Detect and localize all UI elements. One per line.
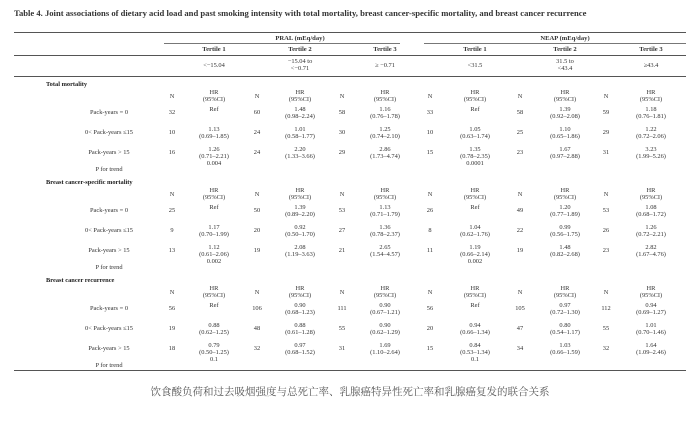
range-cell: ≥43.4 <box>643 62 659 69</box>
hr-value: 0.94 (0.66–1.34) <box>460 322 490 337</box>
n-value: 11 <box>426 247 434 254</box>
n-value: 56 <box>426 305 434 312</box>
n-value: 106 <box>252 305 262 312</box>
row-label: Pack-years = 0 <box>89 305 129 312</box>
hr-value: Ref <box>470 204 480 211</box>
col-hr-header: HR (95%CI) <box>288 285 312 300</box>
p-trend-value: 0.002 <box>206 258 222 265</box>
col-n-header: N <box>427 191 433 198</box>
n-value: 34 <box>516 345 524 352</box>
n-value: 26 <box>426 207 434 214</box>
hr-value: 0.97 (0.72–1.30) <box>550 302 580 317</box>
n-value: 26 <box>602 227 610 234</box>
n-value: 111 <box>337 305 347 312</box>
hr-value: 0.94 (0.69–1.27) <box>636 302 666 317</box>
row-label-p-trend: P for trend <box>95 264 123 271</box>
section-title: Breast cancer recurrence <box>46 277 115 284</box>
n-value: 58 <box>338 109 346 116</box>
hr-value: 1.36 (0.78–2.37) <box>370 224 400 239</box>
col-hr-header: HR (95%CI) <box>639 285 663 300</box>
col-hr-header: HR (95%CI) <box>463 89 487 104</box>
n-value: 8 <box>428 227 432 234</box>
n-value: 19 <box>168 325 176 332</box>
hr-value: 1.64 (1.09–2.46) <box>636 342 666 357</box>
hr-value: 1.13 (0.69–1.85) <box>199 126 229 141</box>
hr-value: 0.79 (0.50–1.25) <box>199 342 229 357</box>
col-hr-header: HR (95%CI) <box>639 187 663 202</box>
hr-value: 0.99 (0.56–1.75) <box>550 224 580 239</box>
hr-value: 1.18 (0.76–1.81) <box>636 106 666 121</box>
hr-value: 2.08 (1.19–3.63) <box>285 244 315 259</box>
hr-value: 1.04 (0.62–1.76) <box>460 224 490 239</box>
col-hr-header: HR (95%CI) <box>373 285 397 300</box>
tertile-header: Tertile 1 <box>463 46 487 53</box>
hr-value: 1.20 (0.77–1.89) <box>550 204 580 219</box>
hr-value: 1.39 (0.89–2.20) <box>285 204 315 219</box>
col-n-header: N <box>517 289 523 296</box>
hr-value: 0.88 (0.62–1.25) <box>199 322 229 337</box>
n-value: 23 <box>602 247 610 254</box>
n-value: 33 <box>426 109 434 116</box>
n-value: 112 <box>601 305 611 312</box>
hr-value: 1.01 (0.70–1.46) <box>636 322 666 337</box>
n-value: 10 <box>426 129 434 136</box>
hr-value: 1.13 (0.71–1.79) <box>370 204 400 219</box>
col-hr-header: HR (95%CI) <box>463 285 487 300</box>
n-value: 25 <box>168 207 176 214</box>
n-value: 25 <box>516 129 524 136</box>
table-rule <box>14 32 686 33</box>
hr-value: Ref <box>209 204 219 211</box>
p-trend-value: 0.1 <box>471 356 479 363</box>
n-value: 32 <box>253 345 261 352</box>
n-value: 48 <box>253 325 261 332</box>
row-label: 0< Pack-years ≤15 <box>85 325 133 332</box>
p-trend-value: 0.0001 <box>466 160 484 167</box>
tertile-header: Tertile 1 <box>202 46 226 53</box>
n-value: 60 <box>253 109 261 116</box>
row-label: Pack-years > 15 <box>88 149 130 156</box>
n-value: 19 <box>253 247 261 254</box>
hr-value: 2.86 (1.73–4.74) <box>370 146 400 161</box>
hr-value: 1.17 (0.70–1.99) <box>199 224 229 239</box>
col-n-header: N <box>427 93 433 100</box>
col-n-header: N <box>254 93 260 100</box>
n-value: 9 <box>170 227 174 234</box>
col-n-header: N <box>517 93 523 100</box>
n-value: 23 <box>516 149 524 156</box>
tertile-header: Tertile 2 <box>288 46 312 53</box>
range-cell: 31.5 to <43.4 <box>556 58 574 73</box>
n-value: 31 <box>602 149 610 156</box>
col-hr-header: HR (95%CI) <box>202 285 226 300</box>
col-hr-header: HR (95%CI) <box>202 89 226 104</box>
hr-value: 3.23 (1.99–5.26) <box>636 146 666 161</box>
n-value: 24 <box>253 149 261 156</box>
col-hr-header: HR (95%CI) <box>288 187 312 202</box>
n-value: 105 <box>515 305 525 312</box>
hr-value: Ref <box>209 302 219 309</box>
col-n-header: N <box>169 191 175 198</box>
n-value: 55 <box>338 325 346 332</box>
hr-value: 0.80 (0.54–1.17) <box>550 322 580 337</box>
p-trend-value: 0.004 <box>206 160 222 167</box>
range-cell: <31.5 <box>467 62 483 69</box>
n-value: 53 <box>602 207 610 214</box>
n-value: 15 <box>426 345 434 352</box>
n-value: 59 <box>602 109 610 116</box>
row-label-p-trend: P for trend <box>95 362 123 369</box>
n-value: 47 <box>516 325 524 332</box>
n-value: 24 <box>253 129 261 136</box>
hr-value: 1.35 (0.78–2.35) <box>460 146 490 161</box>
col-hr-header: HR (95%CI) <box>202 187 226 202</box>
n-value: 20 <box>426 325 434 332</box>
row-label: Pack-years = 0 <box>89 207 129 214</box>
n-value: 29 <box>602 129 610 136</box>
n-value: 30 <box>338 129 346 136</box>
n-value: 10 <box>168 129 176 136</box>
row-label-p-trend: P for trend <box>95 166 123 173</box>
col-n-header: N <box>169 93 175 100</box>
group-header-pral: PRAL (mEq/day) <box>275 35 325 42</box>
section-title: Total mortality <box>46 81 88 88</box>
hr-value: 0.90 (0.67–1.21) <box>370 302 400 317</box>
hr-value: Ref <box>209 106 219 113</box>
hr-value: 1.25 (0.74–2.10) <box>370 126 400 141</box>
col-n-header: N <box>339 289 345 296</box>
n-value: 18 <box>168 345 176 352</box>
n-value: 32 <box>602 345 610 352</box>
row-label: 0< Pack-years ≤15 <box>85 227 133 234</box>
col-n-header: N <box>339 191 345 198</box>
n-value: 16 <box>168 149 176 156</box>
hr-value: 1.16 (0.76–1.78) <box>370 106 400 121</box>
p-trend-value: 0.1 <box>210 356 218 363</box>
col-n-header: N <box>603 191 609 198</box>
hr-value: 1.10 (0.65–1.86) <box>550 126 580 141</box>
n-value: 49 <box>516 207 524 214</box>
hr-value: 1.39 (0.92–2.08) <box>550 106 580 121</box>
n-value: 29 <box>338 149 346 156</box>
hr-value: Ref <box>470 302 480 309</box>
col-n-header: N <box>169 289 175 296</box>
n-value: 32 <box>168 109 176 116</box>
hr-value: 1.26 (0.71–2.21) <box>199 146 229 161</box>
row-label: Pack-years > 15 <box>88 345 130 352</box>
n-value: 53 <box>338 207 346 214</box>
hr-value: 2.20 (1.33–3.66) <box>285 146 315 161</box>
n-value: 20 <box>253 227 261 234</box>
col-n-header: N <box>254 289 260 296</box>
hr-value: 1.01 (0.58–1.77) <box>285 126 315 141</box>
col-n-header: N <box>603 289 609 296</box>
n-value: 56 <box>168 305 176 312</box>
hr-value: 0.92 (0.50–1.70) <box>285 224 315 239</box>
hr-value: 2.82 (1.67–4.76) <box>636 244 666 259</box>
n-value: 31 <box>338 345 346 352</box>
range-cell: −15.04 to <−0.71 <box>287 58 313 73</box>
figure-caption: 饮食酸负荷和过去吸烟强度与总死亡率、乳腺癌特异性死亡率和乳腺癌复发的联合关系 <box>150 386 550 398</box>
col-hr-header: HR (95%CI) <box>553 187 577 202</box>
hr-value: 0.90 (0.68–1.23) <box>285 302 315 317</box>
section-title: Breast cancer-specific mortality <box>46 179 133 186</box>
tertile-header: Tertile 2 <box>553 46 577 53</box>
tertile-header: Tertile 3 <box>639 46 663 53</box>
group-header-neap: NEAP (mEq/day) <box>540 35 590 42</box>
col-hr-header: HR (95%CI) <box>288 89 312 104</box>
table-rule <box>14 55 686 56</box>
col-hr-header: HR (95%CI) <box>373 89 397 104</box>
n-value: 19 <box>516 247 524 254</box>
hr-value: 1.03 (0.66–1.59) <box>550 342 580 357</box>
table-rule <box>164 43 400 44</box>
table-rule <box>424 43 686 44</box>
hr-value: Ref <box>470 106 480 113</box>
col-hr-header: HR (95%CI) <box>639 89 663 104</box>
hr-value: 1.69 (1.10–2.64) <box>370 342 400 357</box>
col-hr-header: HR (95%CI) <box>553 285 577 300</box>
p-trend-value: 0.002 <box>467 258 483 265</box>
hr-value: 2.65 (1.54–4.57) <box>370 244 400 259</box>
n-value: 50 <box>253 207 261 214</box>
col-n-header: N <box>339 93 345 100</box>
n-value: 55 <box>602 325 610 332</box>
n-value: 15 <box>426 149 434 156</box>
hr-value: 1.19 (0.66–2.14) <box>460 244 490 259</box>
range-cell: ≥ −0.71 <box>375 62 395 69</box>
col-n-header: N <box>254 191 260 198</box>
col-hr-header: HR (95%CI) <box>373 187 397 202</box>
hr-value: 0.90 (0.62–1.29) <box>370 322 400 337</box>
n-value: 27 <box>338 227 346 234</box>
row-label: Pack-years > 15 <box>88 247 130 254</box>
hr-value: 1.26 (0.72–2.21) <box>636 224 666 239</box>
row-label: Pack-years = 0 <box>89 109 129 116</box>
n-value: 58 <box>516 109 524 116</box>
col-n-header: N <box>427 289 433 296</box>
table-title: Table 4. Joint associations of dietary acid load and past smoking intensity with total mortality, breast cancer-specific mortality, and breast cancer recurrence <box>14 8 587 18</box>
col-hr-header: HR (95%CI) <box>463 187 487 202</box>
n-value: 13 <box>168 247 176 254</box>
col-n-header: N <box>517 191 523 198</box>
col-hr-header: HR (95%CI) <box>553 89 577 104</box>
hr-value: 1.48 (0.98–2.24) <box>285 106 315 121</box>
hr-value: 1.08 (0.68–1.72) <box>636 204 666 219</box>
hr-value: 1.05 (0.63–1.74) <box>460 126 490 141</box>
hr-value: 1.67 (0.97–2.88) <box>550 146 580 161</box>
range-cell: <−15.04 <box>203 62 225 69</box>
hr-value: 0.97 (0.68–1.52) <box>285 342 315 357</box>
tertile-header: Tertile 3 <box>373 46 397 53</box>
row-label: 0< Pack-years ≤15 <box>85 129 133 136</box>
hr-value: 1.22 (0.72–2.06) <box>636 126 666 141</box>
n-value: 22 <box>516 227 524 234</box>
table-rule <box>14 370 686 371</box>
table-rule <box>14 76 686 77</box>
hr-value: 0.88 (0.61–1.28) <box>285 322 315 337</box>
hr-value: 1.12 (0.61–2.06) <box>199 244 229 259</box>
hr-value: 1.48 (0.82–2.68) <box>550 244 580 259</box>
hr-value: 0.84 (0.53–1.34) <box>460 342 490 357</box>
n-value: 21 <box>338 247 346 254</box>
col-n-header: N <box>603 93 609 100</box>
